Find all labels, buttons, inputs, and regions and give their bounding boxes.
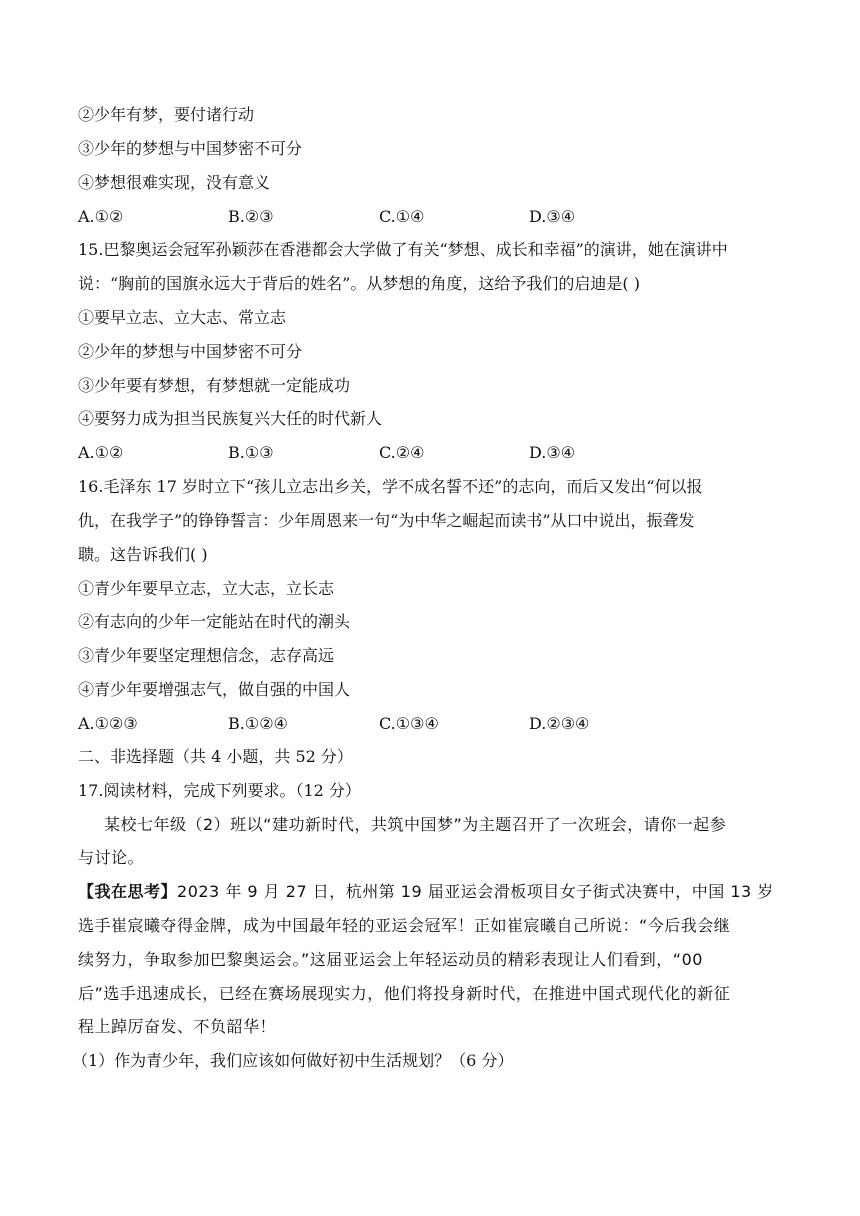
q14-option-b: B.②③ [228, 207, 274, 226]
q17-stem: 17.阅读材料，完成下列要求。（12 分） [78, 781, 361, 800]
q17-think-line-2: 选手崔宸曦夺得金牌，成为中国最年轻的亚运会冠军！正如崔宸曦自己所说：“今后我会继 [78, 916, 731, 935]
q17-sub-question-1: （1）作为青少年，我们应该如何做好初中生活规划？（6 分） [72, 1051, 514, 1070]
q16-option-c: C.①③④ [379, 714, 439, 733]
q16-stem-line-1: 16.毛泽东 17 岁时立下“孩儿立志出乡关，学不成名誓不还”的志向，而后又发出“何以报 [78, 477, 703, 496]
q15-item-3: ③少年要有梦想，有梦想就一定能成功 [78, 376, 351, 395]
q15-option-a: A.①② [78, 443, 124, 462]
q17-think-line-5: 程上踔厉奋发、不负韶华！ [78, 1017, 277, 1036]
q16-item-3: ③青少年要坚定理想信念，志存高远 [78, 646, 335, 665]
q14-item-3: ③少年的梦想与中国梦密不可分 [78, 139, 303, 158]
q15-item-4: ④要努力成为担当民族复兴大任的时代新人 [78, 409, 383, 428]
q16-item-2: ②有志向的少年一定能站在时代的潮头 [78, 612, 351, 631]
q15-option-c: C.②④ [379, 443, 425, 462]
think-label: 【我在思考】 [78, 882, 178, 901]
q16-stem-line-3: 聩。这告诉我们( ) [78, 545, 208, 564]
q16-option-d: D.②③④ [529, 714, 590, 733]
q17-intro-line-1: 某校七年级（2）班以“建功新时代，共筑中国梦”为主题召开了一次班会，请你一起参 [104, 815, 727, 834]
q15-item-1: ①要早立志、立大志、常立志 [78, 308, 287, 327]
q17-think-line-1 [78, 882, 774, 902]
q15-stem-line-2: 说：“胸前的国旗永远大于背后的姓名”。从梦想的角度，这给予我们的启迪是( ) [78, 274, 640, 293]
q16-item-1: ①青少年要早立志，立大志，立长志 [78, 579, 335, 598]
q15-stem-line-1: 15.巴黎奥运会冠军孙颖莎在香港都会大学做了有关“梦想、成长和幸福”的演讲，她在演讲中 [78, 240, 728, 259]
q14-item-2: ②少年有梦，要付诸行动 [78, 105, 255, 124]
q16-option-a: A.①②③ [78, 714, 138, 733]
q15-option-d: D.③④ [529, 443, 576, 462]
q16-stem-line-2: 仇，在我学子”的铮铮誓言：少年周恩来一句“为中华之崛起而读书”从口中说出，振聋发 [78, 511, 695, 530]
q14-option-c: C.①④ [379, 207, 425, 226]
q14-option-d: D.③④ [529, 207, 576, 226]
q15-option-b: B.①③ [228, 443, 274, 462]
q17-think-line-3: 续努力，争取参加巴黎奥运会。”这届亚运会上年轻运动员的精彩表现让人们看到，“00 [78, 950, 703, 969]
q15-item-2: ②少年的梦想与中国梦密不可分 [78, 342, 303, 361]
q16-option-b: B.①②④ [228, 714, 288, 733]
q17-intro-line-2: 与讨论。 [78, 848, 145, 867]
q16-item-4: ④青少年要增强志气，做自强的中国人 [78, 680, 351, 699]
q14-option-a: A.①② [78, 207, 124, 226]
q14-item-4: ④梦想很难实现，没有意义 [78, 173, 271, 192]
q17-think-line-4: 后”选手迅速成长，已经在赛场展现实力，他们将投身新时代，在推进中国式现代化的新征 [78, 984, 731, 1003]
think-text: 2023 年 9 月 27 日，杭州第 19 届亚运会滑板项目女子街式决赛中，中国 13 岁 [177, 882, 774, 901]
section-title: 二、非选择题（共 4 小题，共 52 分） [78, 747, 353, 766]
